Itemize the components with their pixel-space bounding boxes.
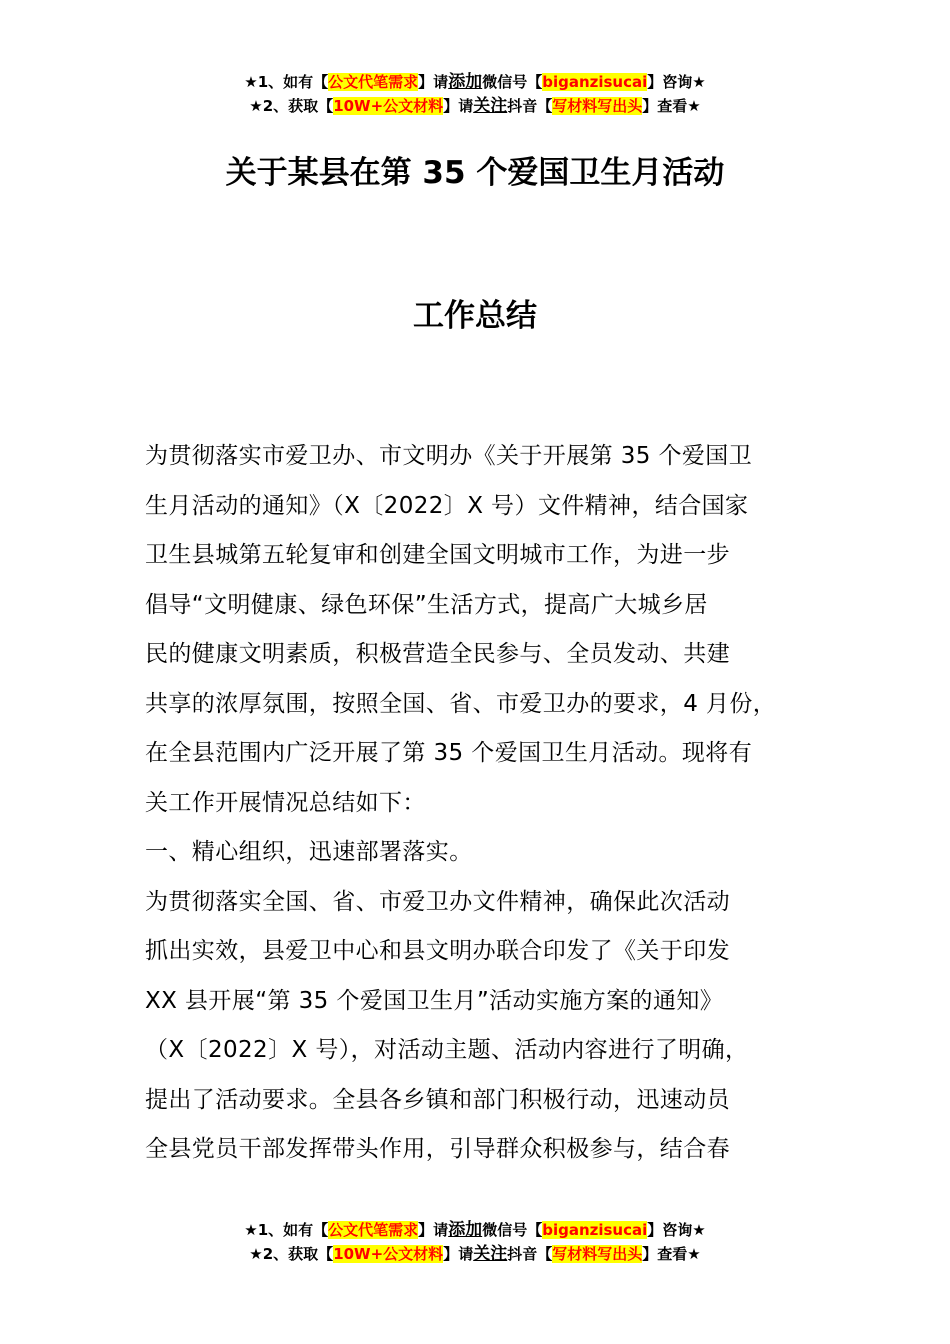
promo-underline: 关注 [473, 1244, 508, 1264]
promo-text: ★2、获取【 [249, 1245, 334, 1263]
promo-text: 微信号【 [482, 73, 543, 91]
promo-highlight: 10W+公文材料 [333, 97, 444, 115]
body-line: 民的健康文明素质，积极营造全民参与、全员发动、共建 [145, 641, 730, 667]
promo-text: 】请 [418, 1221, 449, 1239]
promo-text: ★1、如有【 [244, 1221, 329, 1239]
body-line: 倡导“文明健康、绿色环保”生活方式，提高广大城乡居 [145, 591, 708, 618]
body-line: 生月活动的通知》（X〔2022〕X 号）文件精神，结合国家 [145, 492, 749, 519]
promo-highlight: 写材料写出头 [552, 97, 643, 115]
promo-line-1 [0, 1218, 950, 1242]
document-title-line-2: 工作总结 [413, 298, 537, 334]
body-line: 共享的浓厚氛围，按照全国、省、市爱卫办的要求，4 月份， [145, 690, 777, 717]
body-line: XX 县开展“第 35 个爱国卫生月”活动实施方案的通知》 [145, 987, 724, 1014]
promo-underline: 添加 [448, 72, 483, 92]
promo-text: 】请 [418, 73, 449, 91]
body-line: 在全县范围内广泛开展了第 35 个爱国卫生月活动。现将有 [145, 740, 753, 766]
header-promo [0, 70, 950, 118]
promo-text: 】请 [443, 1245, 474, 1263]
promo-highlight: 写材料写出头 [552, 1245, 643, 1263]
promo-highlight: 公文代笔需求 [328, 73, 419, 91]
promo-line-1 [0, 70, 950, 94]
promo-text: 】咨询★ [647, 1221, 706, 1239]
promo-text: 】查看★ [642, 1245, 701, 1263]
body-line: 全县党员干部发挥带头作用，引导群众积极参与，结合春 [145, 1136, 730, 1162]
promo-highlight: biganzisucai [542, 73, 648, 91]
promo-underline: 添加 [448, 1220, 483, 1240]
promo-text: ★2、获取【 [249, 97, 334, 115]
promo-text: 抖音【 [507, 97, 553, 115]
section-heading: 一、精心组织，迅速部署落实。 [145, 839, 473, 865]
body-line: 关工作开展情况总结如下： [145, 789, 426, 816]
promo-text: 】请 [443, 97, 474, 115]
body-line: （X〔2022〕X 号），对活动主题、活动内容进行了明确， [145, 1037, 749, 1063]
promo-highlight: biganzisucai [542, 1221, 648, 1239]
document-title-line-1: 关于某县在第 35 个爱国卫生月活动 [225, 155, 725, 191]
promo-line-2 [0, 1242, 950, 1266]
promo-underline: 关注 [473, 96, 508, 116]
promo-text: 】咨询★ [647, 73, 706, 91]
promo-highlight: 10W+公文材料 [333, 1245, 444, 1263]
body-line: 为贯彻落实全国、省、市爱卫办文件精神，确保此次活动 [145, 888, 730, 915]
promo-line-2 [0, 94, 950, 118]
body-line: 抓出实效，县爱卫中心和县文明办联合印发了《关于印发 [145, 938, 730, 964]
promo-text: 抖音【 [507, 1245, 553, 1263]
body-line: 卫生县城第五轮复审和创建全国文明城市工作，为进一步 [145, 542, 730, 568]
promo-text: 】查看★ [642, 97, 701, 115]
promo-text: ★1、如有【 [244, 73, 329, 91]
document-body [145, 432, 835, 1175]
promo-highlight: 公文代笔需求 [328, 1221, 419, 1239]
body-line: 提出了活动要求。全县各乡镇和部门积极行动，迅速动员 [145, 1086, 730, 1113]
body-line: 为贯彻落实市爱卫办、市文明办《关于开展第 35 个爱国卫 [145, 443, 753, 469]
promo-text: 微信号【 [482, 1221, 543, 1239]
footer-promo [0, 1218, 950, 1266]
